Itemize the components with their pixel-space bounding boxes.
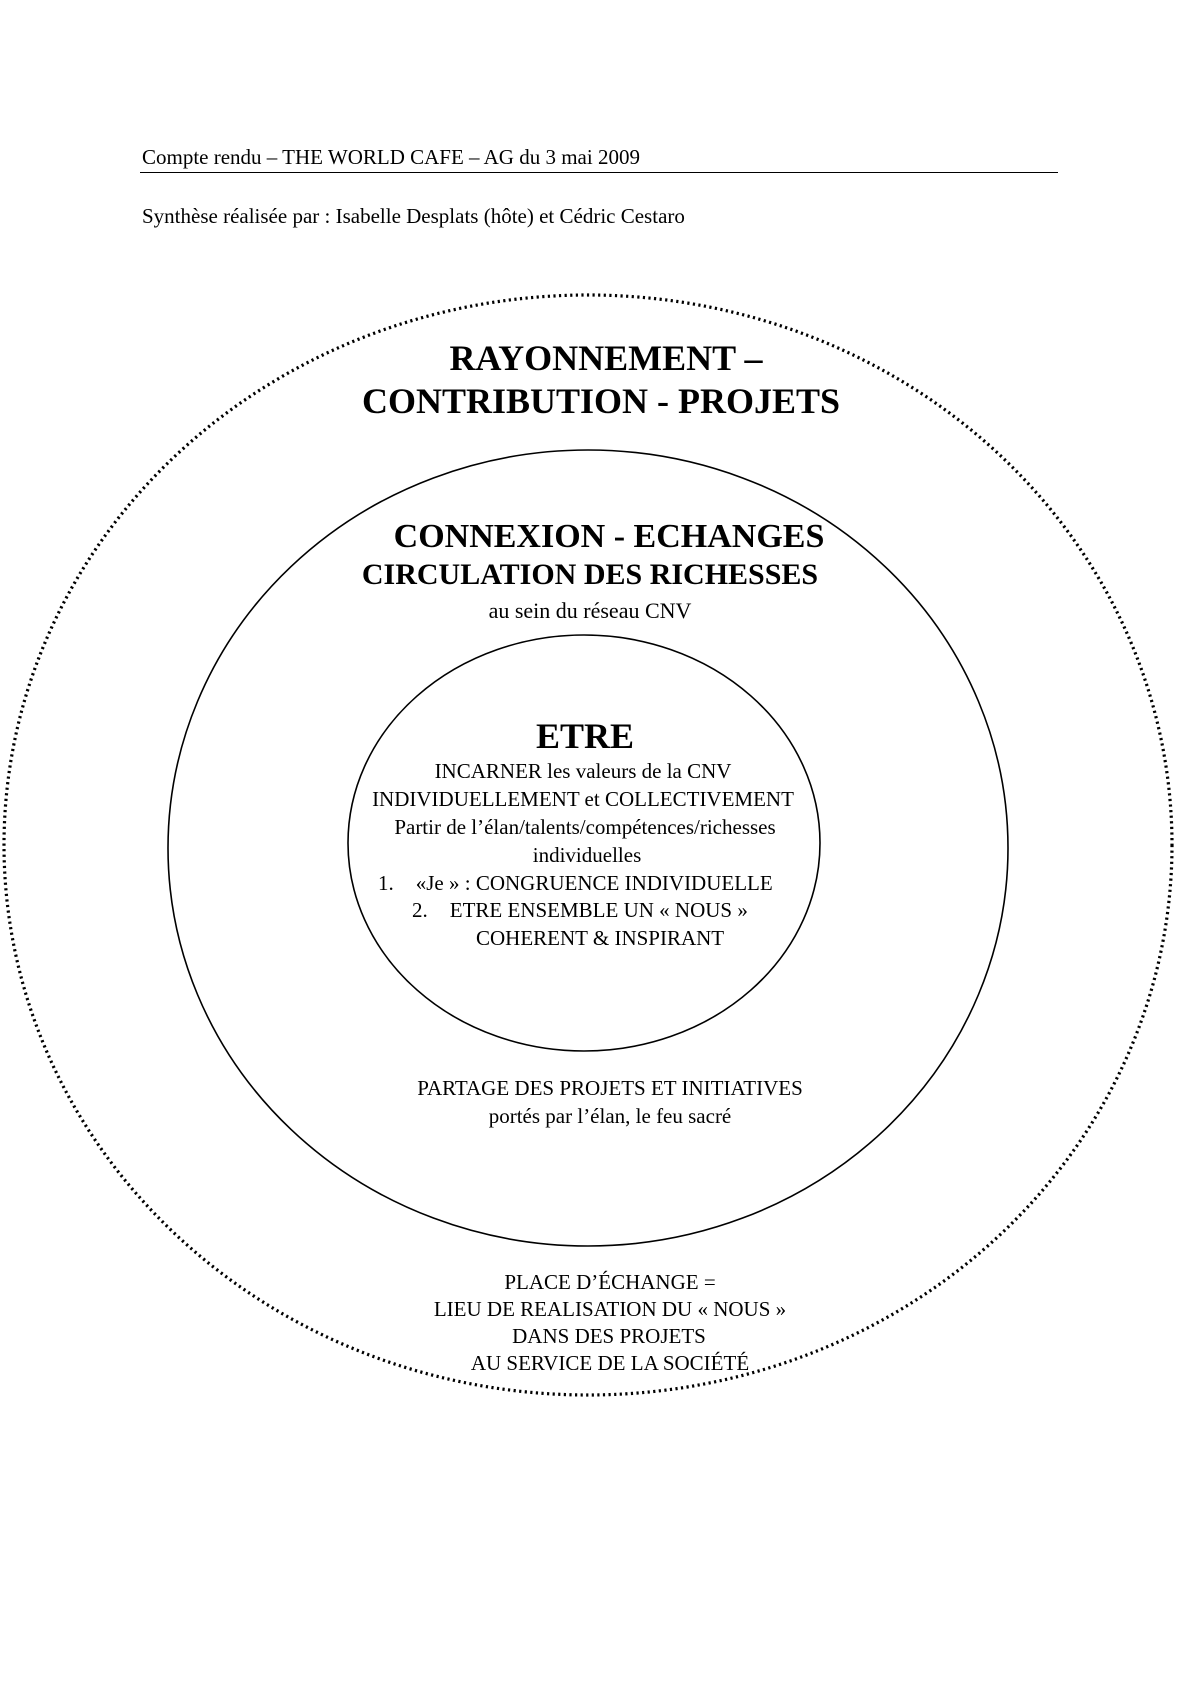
inner-list-continuation: COHERENT & INSPIRANT: [476, 926, 725, 950]
outer-bottom-line3: DANS DES PROJETS: [512, 1324, 706, 1348]
outer-title-line2: CONTRIBUTION - PROJETS: [361, 381, 841, 421]
middle-subtitle: au sein du réseau CNV: [488, 598, 692, 623]
middle-title-line1: CONNEXION - ECHANGES: [393, 518, 825, 555]
list-text: ETRE ENSEMBLE UN « NOUS »: [449, 898, 748, 922]
inner-line2: INDIVIDUELLEMENT et COLLECTIVEMENT: [372, 787, 794, 811]
middle-bottom-line2: portés par l’élan, le feu sacré: [488, 1104, 732, 1128]
inner-line1: INCARNER les valeurs de la CNV: [434, 759, 732, 783]
inner-list-item-2: [412, 896, 748, 924]
inner-line3: Partir de l’élan/talents/compétences/richesses: [394, 815, 776, 839]
list-text: «Je » : CONGRUENCE INDIVIDUELLE: [415, 871, 773, 895]
document-header-title: Compte rendu – THE WORLD CAFE – AG du 3 mai 2009: [142, 145, 640, 169]
list-number: 2.: [412, 898, 428, 922]
middle-title-line2: CIRCULATION DES RICHESSES: [361, 558, 819, 591]
document-subtitle: Synthèse réalisée par : Isabelle Desplats (hôte) et Cédric Cestaro: [142, 204, 685, 228]
outer-title-line1: RAYONNEMENT –: [449, 338, 763, 378]
inner-line4: individuelles: [532, 843, 642, 867]
outer-bottom-line2: LIEU DE REALISATION DU « NOUS »: [433, 1297, 787, 1321]
outer-bottom-line1: PLACE D’ÉCHANGE =: [504, 1270, 716, 1294]
outer-bottom-line4: AU SERVICE DE LA SOCIÉTÉ: [470, 1351, 750, 1375]
inner-title: ETRE: [535, 716, 635, 756]
list-number: 1.: [378, 871, 394, 895]
inner-list-item-1: [378, 869, 773, 897]
middle-bottom-line1: PARTAGE DES PROJETS ET INITIATIVES: [417, 1076, 803, 1100]
